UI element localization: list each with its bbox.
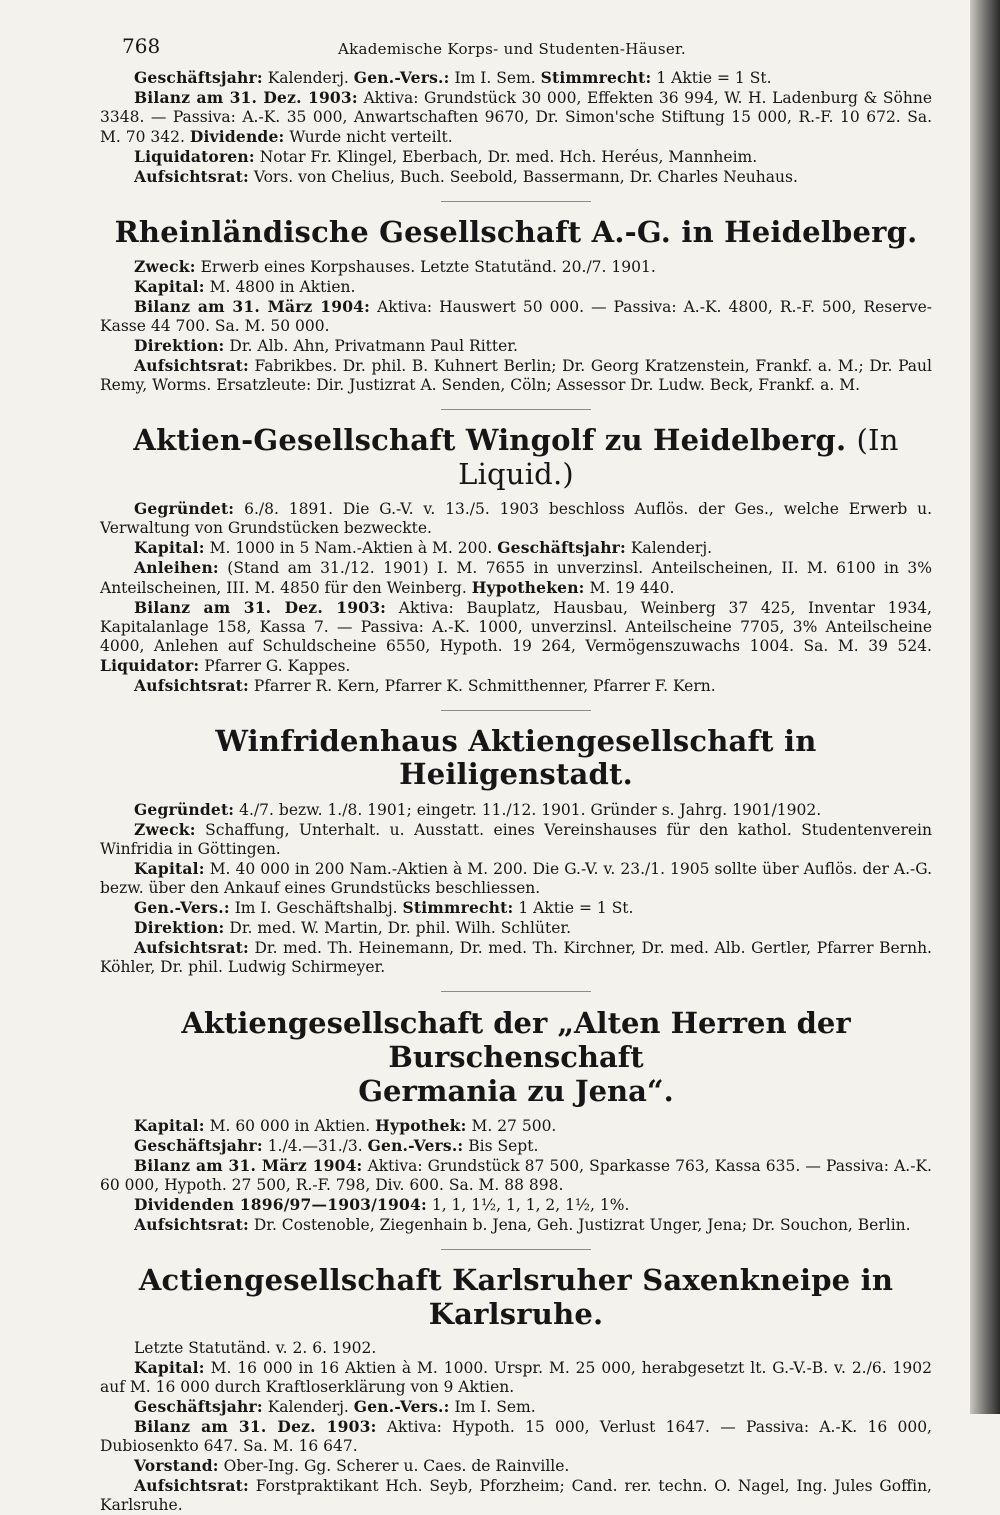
entry-winfridenhaus: [100, 725, 932, 977]
field-value: M. 4800 in Aktien.: [209, 278, 356, 297]
entry-title-suffix: (In Liquid.): [458, 423, 899, 491]
field-value: Aktiva: Hauswert 50 000. — Passiva: A.-K. 4800, R.-F. 500, Reserve-Kasse 44 700. Sa. M. 50 000.: [100, 298, 932, 336]
entry-paragraph: [100, 1456, 932, 1476]
field-label: Zweck:: [134, 819, 196, 839]
entry-paragraph: [100, 147, 932, 167]
entry-wingolf: [100, 424, 932, 696]
field-label: Gen.-Vers.:: [353, 1397, 450, 1417]
field-value: Fabrikbes. Dr. phil. B. Kuhnert Berlin; Dr. Georg Kratzenstein, Frankf. a. M.; Dr. Paul Remy, Worms. Ersatzleute: Dir. Justizrat A. Senden, Cöln; Assessor Dr. Ludw. Beck, Frankf. a. M.: [100, 357, 932, 395]
entry-paragraph: [100, 257, 932, 277]
entry-paragraph: [100, 1156, 932, 1195]
field-label: Vorstand:: [134, 1456, 219, 1476]
field-label: Gegründet:: [134, 799, 235, 819]
field-label: Aufsichtsrat:: [134, 1476, 249, 1496]
field-value: 1 Aktie = 1 St.: [656, 69, 772, 87]
entry-paragraph: [100, 820, 932, 859]
entry-paragraph: [100, 1358, 932, 1397]
field-label: Gen.-Vers.:: [353, 68, 450, 87]
field-value: Pfarrer G. Kappes.: [204, 657, 351, 676]
field-label: Aufsichtsrat:: [134, 167, 249, 186]
field-value: M. 60 000 in Aktien.: [209, 1117, 371, 1136]
field-label: Dividenden 1896/97—1903/1904:: [134, 1195, 427, 1215]
field-label: Liquidatoren:: [134, 147, 255, 166]
field-label: Bilanz am 31. Dez. 1903:: [134, 1417, 377, 1437]
field-value: Dr. med. W. Martin, Dr. phil. Wilh. Schlüter.: [229, 918, 572, 937]
field-value: Dr. med. Th. Heinemann, Dr. med. Th. Kirchner, Dr. med. Alb. Gertler, Pfarrer Bernh. Köhler, Dr. phil. Ludwig Schirmeyer.: [100, 938, 932, 976]
field-label: Aufsichtsrat:: [134, 937, 249, 957]
entry-paragraph: [100, 1215, 932, 1235]
entry-paragraph: [100, 356, 932, 395]
field-label: Aufsichtsrat:: [134, 1215, 249, 1235]
entry-title: Actiengesellschaft Karlsruher Saxenkneipe in Karlsruhe.: [138, 1263, 894, 1331]
field-value: (Stand am 31./12. 1901) I. M. 7655 in unverzinsl. Anteilscheinen, II. M. 6100 in 3% Anteilscheinen, III. M. 4850 für den Weinberg.: [100, 559, 932, 598]
field-label: Kapital:: [134, 858, 205, 878]
field-value: Dr. Alb. Ahn, Privatmann Paul Ritter.: [229, 337, 518, 356]
entry-saxenkneipe: [100, 1264, 932, 1515]
field-value: Forstpraktikant Hch. Seyb, Pforzheim; Cand. rer. techn. O. Nagel, Ing. Jules Goffin, Karlsruhe.: [100, 1477, 932, 1515]
entry-paragraph: [100, 538, 932, 558]
entry-title-line: Aktiengesellschaft der „Alten Herren der Burschenschaft: [181, 1005, 851, 1074]
field-value: Vors. von Chelius, Buch. Seebold, Bassermann, Dr. Charles Neuhaus.: [253, 168, 798, 186]
field-label: Hypotheken:: [471, 578, 585, 598]
entry-paragraph: [100, 1417, 932, 1456]
entry-paragraph: [100, 676, 932, 696]
field-value: Pfarrer R. Kern, Pfarrer K. Schmitthenner, Pfarrer F. Kern.: [253, 677, 716, 696]
field-label: Kapital:: [134, 277, 205, 297]
field-value: 1./4.—31./3.: [267, 1137, 363, 1156]
field-value: 4./7. bezw. 1./8. 1901; eingetr. 11./12. 1901. Gründer s. Jahrg. 1901/1902.: [239, 800, 822, 819]
section-divider: [441, 710, 591, 711]
field-value: M. 1000 in 5 Nam.-Aktien à M. 200.: [209, 539, 493, 558]
field-value: Notar Fr. Klingel, Eberbach, Dr. med. Hch. Heréus, Mannheim.: [259, 148, 758, 166]
field-value: Aktiva: Bauplatz, Hausbau, Weinberg 37 425, Inventar 1934, Kapitalanlage 158, Kassa 7. — Passiva: A.-K. 1000, unverzinsl. Anteilscheine 7705, 3% Anteilscheine 4000, Anlehen auf Schuldscheine 6550, Hypoth. 19 264, Vermögenszuwachs 1004. Sa. M. 39 524.: [100, 599, 932, 656]
entry-paragraph: [100, 167, 932, 187]
field-value: Kalenderj.: [267, 1398, 349, 1417]
entry-title: Rheinländische Gesellschaft A.-G. in Heidelberg.: [114, 215, 918, 249]
running-head: Akademische Korps- und Studenten-Häuser.: [338, 40, 686, 58]
field-label: Hypothek:: [375, 1116, 467, 1136]
entry-paragraph: [100, 800, 932, 820]
entry-paragraph: [100, 859, 932, 898]
field-value: 1, 1, 1½, 1, 1, 2, 1½, 1%.: [431, 1196, 630, 1215]
field-label: Kapital:: [134, 1358, 205, 1378]
entry-rheinlaendische: [100, 216, 932, 395]
entry-paragraph: [100, 1195, 932, 1215]
entry-title-line: Germania zu Jena“.: [358, 1074, 674, 1109]
page-edge-shadow: [970, 0, 1000, 1414]
field-value: Aktiva: Grundstück 87 500, Sparkasse 763, Kassa 635. — Passiva: A.-K. 60 000, Hypoth. 27 500, R.-F. 798, Div. 600. Sa. M. 88 898.: [100, 1157, 932, 1195]
entry-paragraph: [100, 88, 932, 147]
field-label: Geschäftsjahr:: [134, 1136, 263, 1156]
field-value: Im I. Sem.: [454, 69, 536, 87]
entry-paragraph: [100, 938, 932, 977]
field-value: Dr. Costenoble, Ziegenhain b. Jena, Geh. Justizrat Unger, Jena; Dr. Souchon, Berlin.: [253, 1216, 911, 1235]
field-label: Aufsichtsrat:: [134, 676, 249, 696]
field-value: Aktiva: Grundstück 30 000, Effekten 36 994, W. H. Ladenburg & Söhne 3348. — Passiva: A.-K. 35 000, Anwartschaften 9670, Dr. Simon'sche Stiftung 15 000, R.-F. 10 672. Sa. M. 70 342.: [100, 89, 933, 146]
entry-title: [100, 424, 932, 491]
field-label: Stimmrecht:: [402, 897, 514, 917]
page-number: 768: [122, 34, 161, 58]
field-value: Ober-Ing. Gg. Scherer u. Caes. de Rainville.: [223, 1457, 570, 1476]
field-label: Gegründet:: [134, 499, 235, 519]
field-value: 6./8. 1891. Die G.-V. v. 13./5. 1903 beschloss Auflös. der Ges., welche Erwerb u. Verwaltung von Grundstücken bezweckte.: [100, 500, 932, 538]
field-label: Geschäftsjahr:: [497, 538, 626, 558]
field-label: Bilanz am 31. Dez. 1903:: [134, 88, 358, 107]
field-label: Kapital:: [134, 1116, 205, 1136]
field-label: Bilanz am 31. März 1904:: [134, 1156, 363, 1176]
field-label: Liquidator:: [100, 656, 200, 676]
field-label: Dividende:: [189, 127, 285, 146]
field-value: Im I. Sem.: [454, 1398, 536, 1417]
field-value: Bis Sept.: [468, 1137, 539, 1156]
field-label: Gen.-Vers.:: [134, 897, 230, 917]
section-divider: [441, 201, 591, 202]
field-value: Kalenderj.: [267, 69, 349, 87]
field-value: Schaffung, Unterhalt. u. Ausstatt. eines Vereinshauses für den kathol. Studentenverein Winfridia in Göttingen.: [100, 820, 932, 858]
entry-title-main: Aktien-Gesellschaft Wingolf zu Heidelberg.: [133, 423, 847, 458]
field-value: M. 16 000 in 16 Aktien à M. 1000. Urspr. M. 25 000, herabgesetzt lt. G.-V.-B. v. 2./6. 1902 auf M. 16 000 durch Kraftloserklärung von 9 Aktien.: [100, 1359, 932, 1397]
entry-title: [100, 1006, 932, 1109]
entry-paragraph: [100, 1339, 932, 1358]
entry-continued: [100, 68, 932, 187]
field-value: Kalenderj.: [630, 539, 713, 558]
entry-paragraph: [100, 1136, 932, 1156]
field-value: Letzte Statutänd. v. 2. 6. 1902.: [134, 1339, 377, 1358]
field-label: Geschäftsjahr:: [134, 68, 263, 87]
entry-paragraph: [100, 598, 932, 676]
entry-paragraph: [100, 558, 932, 598]
field-label: Kapital:: [134, 538, 205, 558]
field-label: Zweck:: [134, 257, 196, 277]
section-divider: [441, 991, 591, 992]
section-divider: [441, 1249, 591, 1250]
field-value: Erwerb eines Korpshauses. Letzte Statutänd. 20./7. 1901.: [200, 258, 656, 277]
field-label: Geschäftsjahr:: [134, 1397, 263, 1417]
field-label: Bilanz am 31. Dez. 1903:: [134, 598, 387, 618]
entry-paragraph: [100, 898, 932, 918]
field-label: Aufsichtsrat:: [134, 356, 249, 376]
field-label: Gen.-Vers.:: [367, 1136, 464, 1156]
field-value: 1 Aktie = 1 St.: [518, 898, 634, 917]
entry-paragraph: [100, 336, 932, 356]
field-label: Stimmrecht:: [540, 68, 652, 87]
field-label: Direktion:: [134, 917, 225, 937]
field-label: Bilanz am 31. März 1904:: [134, 297, 371, 317]
entry-paragraph: [100, 1476, 932, 1515]
entry-paragraph: [100, 68, 932, 88]
field-value: M. 27 500.: [471, 1117, 557, 1136]
entry-paragraph: [100, 918, 932, 938]
page-header: [100, 28, 932, 62]
field-value: Wurde nicht verteilt.: [289, 128, 453, 146]
entry-germania-jena: [100, 1006, 932, 1236]
field-label: Anleihen:: [134, 558, 219, 578]
entry-paragraph: [100, 1397, 932, 1417]
entry-paragraph: [100, 499, 932, 538]
field-value: Im I. Geschäftshalbj.: [234, 898, 398, 917]
field-value: M. 19 440.: [589, 579, 675, 598]
entry-paragraph: [100, 297, 932, 336]
field-value: M. 40 000 in 200 Nam.-Aktien à M. 200. Die G.-V. v. 23./1. 1905 sollte über Auflös. der A.-G. bezw. über den Ankauf eines Grundstücks beschliessen.: [100, 859, 932, 897]
page-content: [100, 28, 932, 1515]
section-divider: [441, 409, 591, 410]
field-label: Direktion:: [134, 336, 225, 356]
entry-paragraph: [100, 277, 932, 297]
field-value: Aktiva: Hypoth. 15 000, Verlust 1647. — Passiva: A.-K. 16 000, Dubiosenkto 647. Sa. M. 16 647.: [100, 1418, 932, 1456]
entry-title: Winfridenhaus Aktiengesellschaft in Heiligenstadt.: [215, 724, 817, 792]
entry-paragraph: [100, 1116, 932, 1136]
